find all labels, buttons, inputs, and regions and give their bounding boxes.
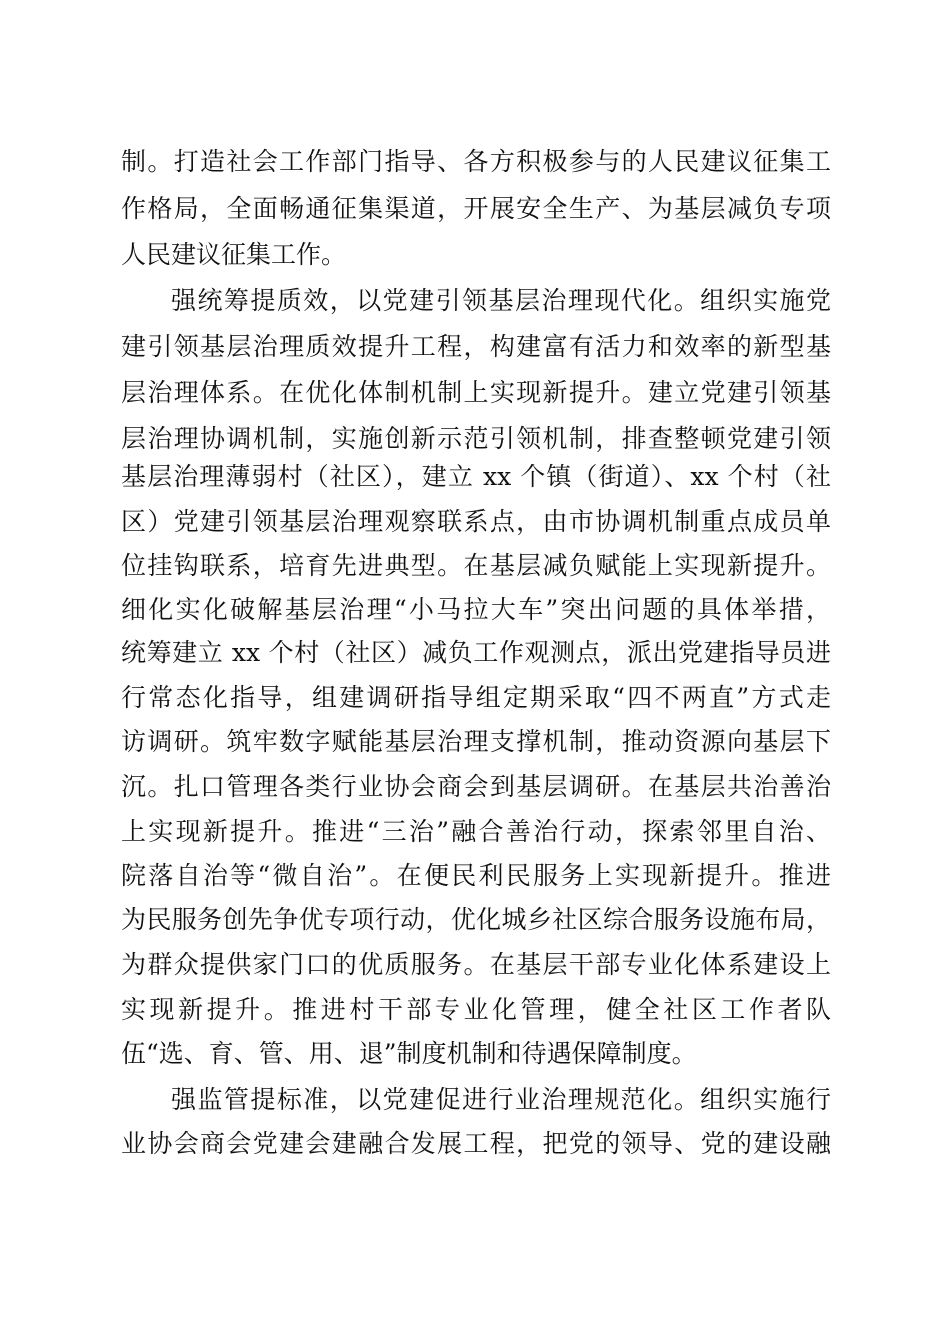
text-line: 院落自治等“微自治”。在便民利民服务上实现新提升。推进 [121, 861, 831, 890]
text-line: 伍“选、育、管、用、退”制度机制和待遇保障制度。 [121, 1039, 697, 1068]
text-line: 区）党建引领基层治理观察联系点，由市协调机制重点成员单 [121, 507, 831, 536]
text-line: 层治理协调机制，实施创新示范引领机制，排查整顿党建引领 [121, 424, 831, 453]
text-line: 实现新提升。推进村干部专业化管理，健全社区工作者队 [121, 995, 831, 1024]
text-line: 业协会商会党建会建融合发展工程，把党的领导、党的建设融 [121, 1129, 831, 1158]
text-line: 作格局，全面畅通征集渠道，开展安全生产、为基层减负专项 [121, 194, 831, 223]
text-line: 细化实化破解基层治理“小马拉大车”突出问题的具体举措， [121, 595, 831, 624]
text-line: 为群众提供家门口的优质服务。在基层干部专业化体系建设上 [121, 950, 831, 979]
text-line: 建引领基层治理质效提升工程，构建富有活力和效率的新型基 [121, 332, 831, 361]
text-line: 制。打造社会工作部门指导、各方积极参与的人民建议征集工 [121, 147, 831, 176]
text-line: 层治理体系。在优化体制机制上实现新提升。建立党建引领基 [121, 378, 831, 407]
text-line: 位挂钩联系，培育先进典型。在基层减负赋能上实现新提升。 [121, 551, 831, 580]
text-line: 人民建议征集工作。 [121, 240, 347, 269]
text-line: 访调研。筑牢数字赋能基层治理支撑机制，推动资源向基层下 [121, 727, 831, 756]
paragraph-first-line: 强统筹提质效，以党建引领基层治理现代化。组织实施党 [171, 286, 831, 315]
paragraph-first-line: 强监管提标准，以党建促进行业治理规范化。组织实施行 [171, 1085, 831, 1114]
text-line: 基层治理薄弱村（社区），建立 xx 个镇（街道）、xx 个村（社 [121, 462, 831, 491]
text-line: 行常态化指导，组建调研指导组定期采取“四不两直”方式走 [121, 683, 831, 712]
text-line: 统筹建立 xx 个村（社区）减负工作观测点，派出党建指导员进 [121, 638, 831, 667]
text-line: 上实现新提升。推进“三治”融合善治行动，探索邻里自治、 [121, 817, 831, 846]
text-line: 沉。扎口管理各类行业协会商会到基层调研。在基层共治善治 [121, 772, 831, 801]
text-line: 为民服务创先争优专项行动，优化城乡社区综合服务设施布局， [121, 905, 831, 934]
